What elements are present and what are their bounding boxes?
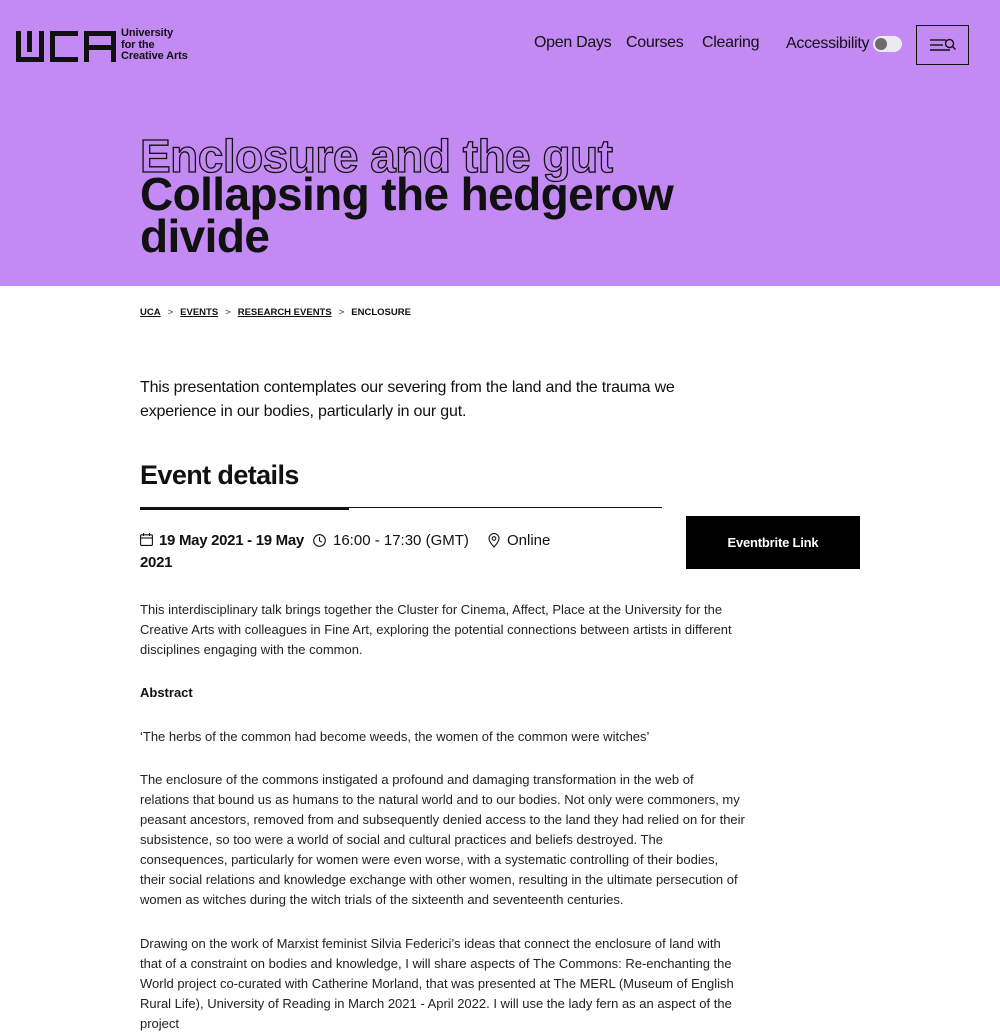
logo-line: for the — [121, 38, 155, 51]
uca-logo-mark — [16, 29, 116, 62]
accessibility-toggle[interactable] — [873, 36, 902, 52]
abstract-quote: ‘The herbs of the common had become weeds, the women of the common were witches’ — [140, 729, 650, 744]
breadcrumb-separator: > — [167, 307, 174, 318]
calendar-icon — [140, 533, 153, 546]
event-location — [488, 532, 550, 549]
body-paragraph: This interdisciplinary talk brings together the Cluster for Cinema, Affect, Place at the University for the Creative Arts with colleagues in Fine Art, exploring the potential connections between artists in different disciplines engaging with the common. — [140, 602, 732, 657]
eventbrite-link-button[interactable]: Eventbrite Link — [686, 516, 860, 569]
body-paragraph: Drawing on the work of Marxist feminist Silvia Federici’s ideas that connect the enclosure of land with that of a constraint on bodies and knowledge, I will share aspects of The Commons: Re-enchanting the World project co-curated with Catherine Morland, that was presented at The MERL (Museum of English Rural Life), University of Reading in March 2021 - April 2022. I will use the lady fern as an aspect of the project — [140, 936, 734, 1031]
event-location-text: Online — [507, 532, 551, 549]
nav-clearing[interactable]: Clearing — [702, 34, 760, 51]
breadcrumb — [140, 307, 411, 318]
clock-icon — [313, 534, 326, 547]
nav-courses[interactable]: Courses — [626, 34, 684, 51]
menu-search-button[interactable] — [916, 25, 969, 65]
intro-text: This presentation contemplates our severing from the land and the trauma we experience in our bodies, particularly in our gut. — [140, 379, 675, 420]
breadcrumb-events[interactable]: EVENTS — [180, 307, 219, 318]
breadcrumb-research-events[interactable]: RESEARCH EVENTS — [237, 307, 332, 318]
event-details-heading: Event details — [140, 460, 299, 490]
logo-line: University — [121, 27, 174, 39]
event-date — [140, 530, 310, 574]
logo-wordmark — [121, 28, 188, 63]
logo-line: Creative Arts — [121, 50, 188, 62]
accessibility-label: Accessibility — [786, 35, 870, 52]
details-divider-accent — [140, 507, 349, 510]
breadcrumb-separator: > — [338, 307, 345, 318]
breadcrumb-uca[interactable]: UCA — [140, 307, 161, 318]
nav-open-days[interactable]: Open Days — [534, 34, 612, 51]
event-time — [313, 532, 469, 549]
page-title: Collapsing the hedgerow divide — [140, 168, 674, 262]
hero-banner — [0, 0, 1000, 286]
accessibility-control — [786, 35, 902, 53]
abstract-heading: Abstract — [140, 685, 193, 700]
body-paragraph: The enclosure of the commons instigated a profound and damaging transformation in the web of relations that bound us as humans to the natural world and to our bodies. Not only were commoners, my peasant ancestors, removed from and subsequently denied access to the land they had relied on for their subsistence, so too were a world of social and cultural practices and beliefs destroyed. The consequences, particularly for women were even worse, with a systematic controlling of their bodies, their social relations and knowledge exchange with other women, resulting in the ultimate persecution of women as witches during the witch trials of the sixteenth and seventeenth centuries. — [140, 772, 745, 907]
hero-kicker: Enclosure and the gut — [140, 130, 613, 182]
location-pin-icon — [488, 533, 500, 548]
menu-search-icon — [930, 38, 956, 52]
toggle-knob — [875, 38, 887, 50]
event-time-text: 16:00 - 17:30 (GMT) — [333, 532, 469, 549]
breadcrumb-separator: > — [225, 307, 231, 318]
uca-logo[interactable] — [16, 28, 188, 63]
breadcrumb-current: ENCLOSURE — [351, 307, 411, 318]
event-date-text: 19 May 2021 - 19 May 2021 — [140, 532, 304, 571]
